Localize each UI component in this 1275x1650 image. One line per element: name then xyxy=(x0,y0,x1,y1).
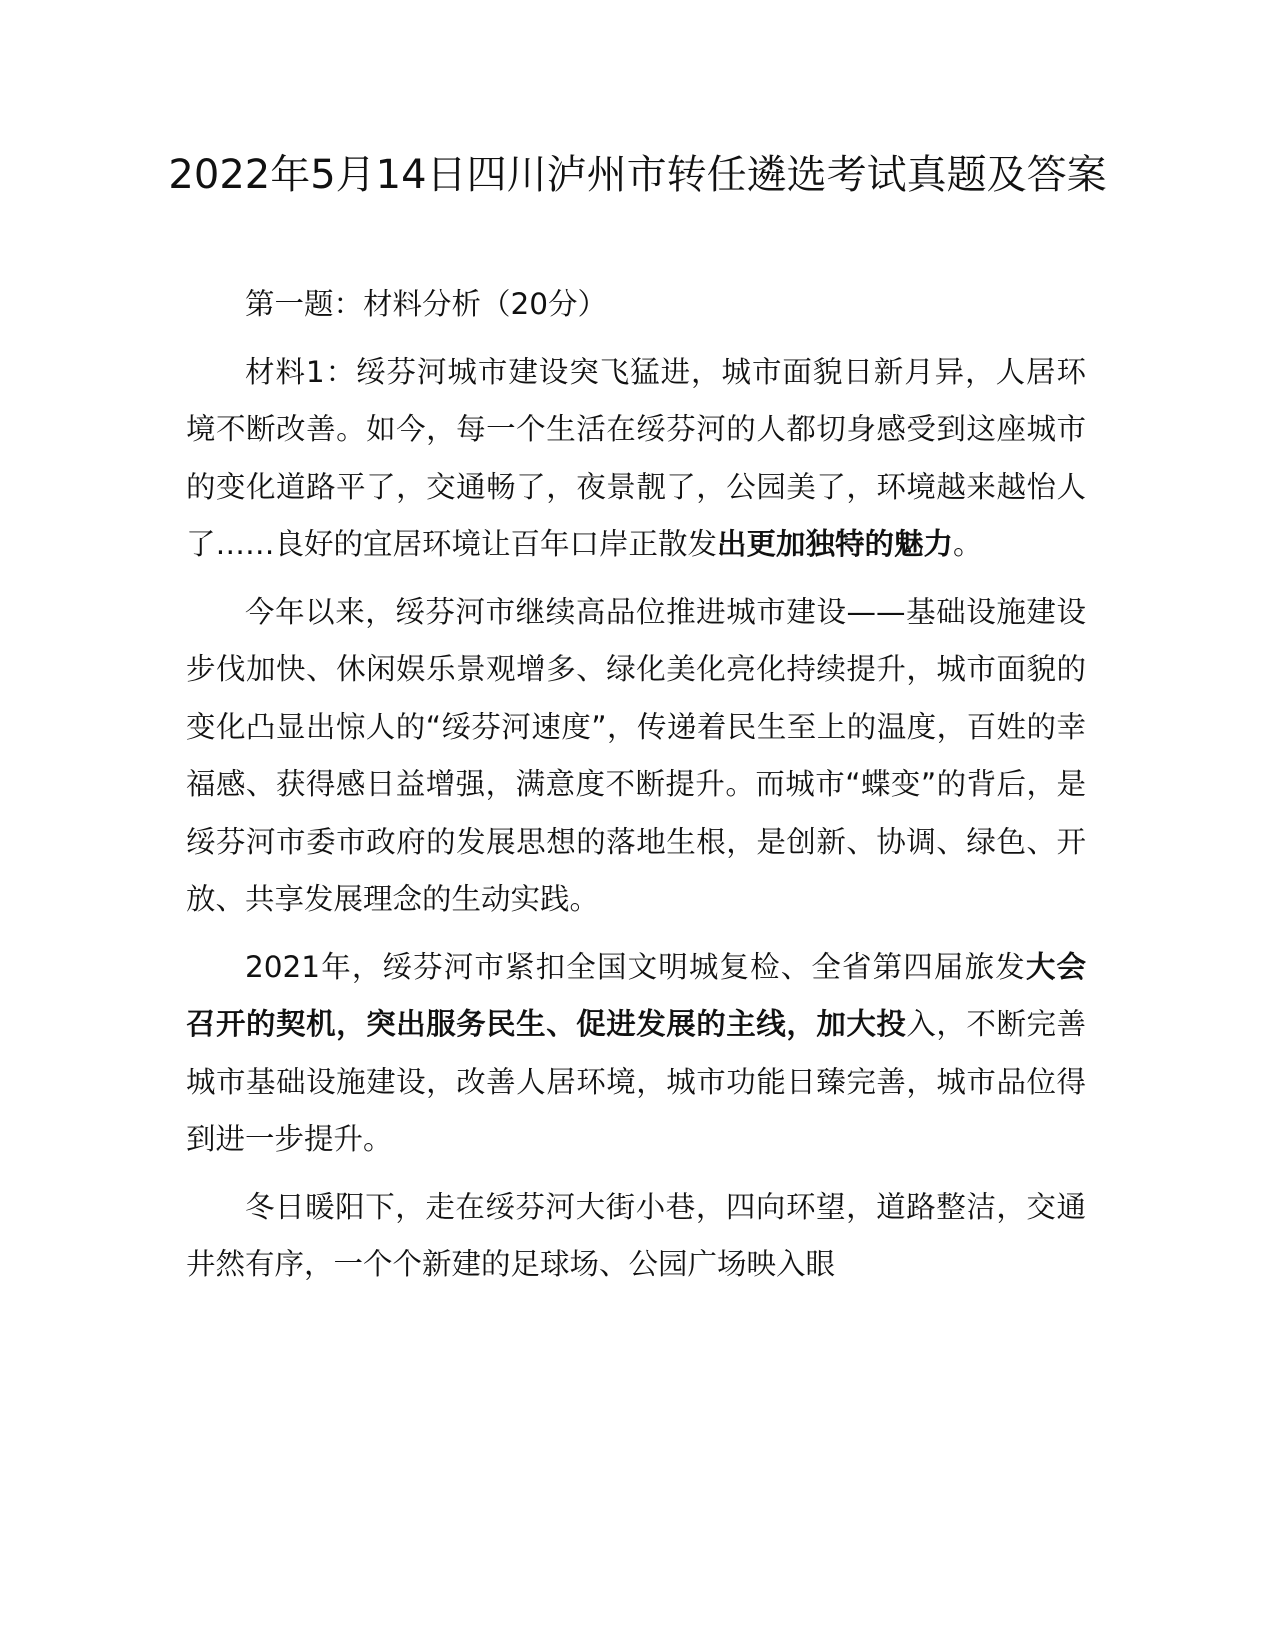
document-body xyxy=(186,276,1086,1304)
section-heading: 第一题：材料分析（20分） xyxy=(245,287,608,321)
paragraph-2021 xyxy=(186,939,1086,1169)
paragraph-end-punctuation: 。 xyxy=(953,527,983,561)
paragraph-lead-text: 2021年，绥芬河市紧扣全国文明城复检、全省第四届旅发 xyxy=(245,949,1026,984)
paragraph-material-1 xyxy=(186,344,1086,574)
paragraph-text: 材料1：绥芬河城市建设突飞猛进，城市面貌日新月异，人居环境不断改善。如今，每一个生活在绥芬河的人都切身感受到这座城市的变化道路平了，交通畅了，夜景靓了，公园美了，环境越来越怡人了……良好的宜居环境让百年口岸正散发 xyxy=(186,354,1086,561)
paragraph-tail-text: 入，不断完善城市基础设施建设，改善人居环境，城市功能日臻完善，城市品位得到进一步提升。 xyxy=(186,1007,1086,1156)
paragraph-bold-text: 出更加独特的魅力 xyxy=(717,527,954,561)
paragraph-bold-text: 大会召开的契机，突出服务民生、促进发展的主线，加大投 xyxy=(186,949,1086,1041)
document-title: 2022年5月14日四川泸州市转任遴选考试真题及答案 xyxy=(168,152,1107,198)
paragraph-winter-sun: 冬日暖阳下，走在绥芬河大街小巷，四向环望，道路整洁，交通井然有序，一个个新建的足球场、公园广场映入眼 xyxy=(186,1189,1086,1281)
paragraph-city-construction: 今年以来，绥芬河市继续高品位推进城市建设——基础设施建设步伐加快、休闲娱乐景观增多、绿化美化亮化持续提升，城市面貌的变化凸显出惊人的“绥芬河速度”，传递着民生至上的温度，百姓的幸福感、获得感日益增强，满意度不断提升。而城市“蝶变”的背后，是绥芬河市委市政府的发展思想的落地生根，是创新、协调、绿色、开放、共享发展理念的生动实践。 xyxy=(186,594,1086,916)
